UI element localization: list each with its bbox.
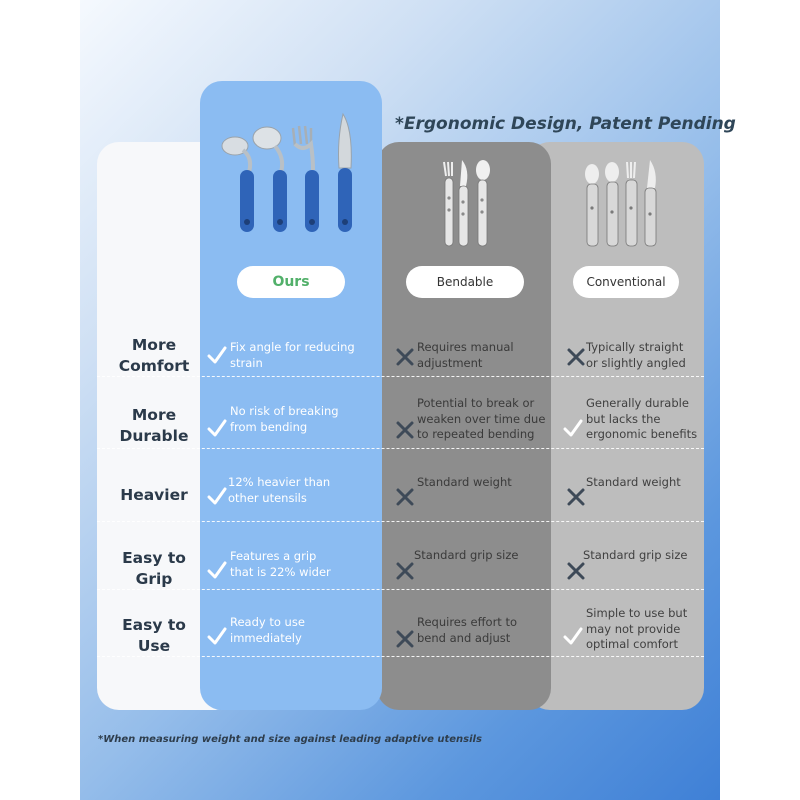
conventional-pill: Conventional [573,266,679,298]
row-divider [97,521,704,522]
cross-icon [395,487,415,507]
ours-spoon-small [222,137,254,232]
bendable-utensils-image [438,158,496,250]
cross-icon [566,487,586,507]
bendable-grip-text: Standard grip size [414,548,519,562]
ours-spoon-large [253,127,287,232]
conventional-comfort-text: Typically straight or slightly angled [586,340,686,370]
check-icon [207,626,227,646]
ours-grip-text: Features a grip that is 22% wider [230,549,331,579]
ours-use-text: Ready to use immediately [230,615,305,645]
row-label-use: Easy to Use [122,616,186,655]
ours-heavier-text: 12% heavier than other utensils [228,475,331,505]
bendable-pill: Bendable [406,266,524,298]
check-icon [207,418,227,438]
ours-comfort-text: Fix angle for reducing strain [230,340,355,370]
cross-icon [566,561,586,581]
ours-knife [338,114,352,232]
headline: *Ergonomic Design, Patent Pending [395,114,736,134]
ours-fork [293,126,319,232]
row-label-grip: Easy to Grip [122,549,186,588]
bendable-use-text: Requires effort to bend and adjust [417,615,518,645]
row-label-durable: More Durable [119,406,189,445]
conventional-use-text: Simple to use but may not provide optimal comfort [586,606,688,651]
ours-durable-text: No risk of breaking from bending [230,404,339,434]
row-divider [97,448,704,449]
check-icon [563,418,583,438]
cross-icon [395,347,415,367]
check-icon [207,560,227,580]
bendable-heavier-text: Standard weight [417,475,512,489]
footnote: *When measuring weight and size against leading adaptive utensils [98,734,482,745]
check-icon [563,626,583,646]
cross-icon [395,420,415,440]
row-label-heavier: Heavier [120,486,188,504]
conventional-durable-text: Generally durable but lacks the ergonomic benefits [586,396,698,441]
check-icon [207,345,227,365]
bendable-durable-text: Potential to break or weaken over time due to repeated bending [417,396,546,441]
conventional-heavier-text: Standard weight [586,475,681,489]
cross-icon [566,347,586,367]
check-icon [207,486,227,506]
conventional-grip-text: Standard grip size [583,548,688,562]
cross-icon [395,629,415,649]
bendable-comfort-text: Requires manual adjustment [417,340,514,370]
ours-utensils-image [215,110,365,240]
row-label-comfort: More Comfort [118,336,190,375]
conventional-utensils-image [582,158,662,250]
ours-pill: Ours [237,266,345,298]
cross-icon [395,561,415,581]
